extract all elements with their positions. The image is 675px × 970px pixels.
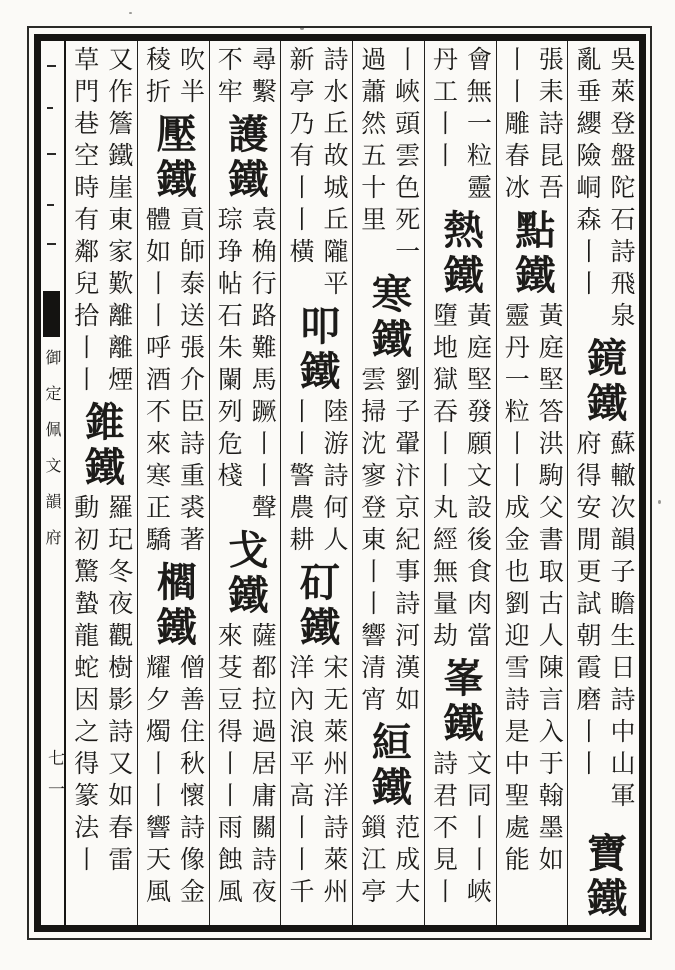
annotation-line-left: 丨丨警農耕 bbox=[286, 398, 315, 558]
annotation-line-left: 琮琤帖石朱闌列危棧 bbox=[214, 206, 244, 494]
annotation bbox=[66, 46, 137, 398]
annotation-line-right: 詩水丘故城丘隴平 bbox=[320, 46, 349, 302]
annotation bbox=[210, 46, 281, 110]
text-block bbox=[64, 41, 639, 925]
annotation bbox=[210, 206, 281, 526]
annotation-line-left: 草門巷空時有鄰兒拾丨丨 bbox=[70, 46, 100, 398]
annotation bbox=[497, 46, 568, 206]
annotation-line-right: 黃庭堅發願文設後食肉當 bbox=[463, 302, 493, 654]
annotation-line-right: 薩都拉過居庸關詩夜 bbox=[248, 622, 278, 910]
annotation-line-left: 亂垂纓險峒森丨丨 bbox=[573, 46, 602, 302]
annotation bbox=[281, 46, 352, 302]
entry-headword: 錐鐵 bbox=[78, 401, 126, 491]
paper-speck bbox=[129, 12, 132, 14]
annotation-line-right: 羅玘冬夜觀樹影詩又如春雷 bbox=[104, 494, 134, 878]
text-column bbox=[567, 41, 639, 925]
entry-headword: 熱鐵 bbox=[437, 209, 485, 299]
annotation bbox=[353, 46, 424, 270]
annotation-line-left: 洋內浪平高丨丨千 bbox=[286, 654, 315, 910]
paper-speck bbox=[658, 500, 661, 504]
annotation bbox=[138, 46, 209, 110]
annotation-line-left: 詩君不見丨 bbox=[429, 750, 459, 910]
annotation-line-left: 墮地獄吞丨丨丸經無量劫 bbox=[429, 302, 459, 654]
annotation-line-right: 貢師泰送張介臣詩重裘著 bbox=[176, 206, 206, 558]
page-frame bbox=[34, 34, 646, 932]
annotation-line-right: 吹半 bbox=[176, 46, 206, 110]
annotation bbox=[281, 654, 352, 910]
annotation-line-right: 吳萊登盤陀石詩飛泉 bbox=[607, 46, 636, 334]
annotation-line-right: 黃庭堅答洪駒父書取古人陳言入于翰墨如 bbox=[535, 302, 565, 878]
annotation-line-right: 范成大 bbox=[391, 814, 421, 910]
annotation bbox=[425, 46, 496, 206]
margin-tick bbox=[47, 243, 56, 245]
entry-headword: 叩鐵 bbox=[293, 305, 341, 395]
margin-book-title: 御定佩文韻府 bbox=[43, 349, 62, 565]
annotation bbox=[425, 750, 496, 910]
text-column bbox=[424, 41, 496, 925]
entry-headword: 戈鐵 bbox=[221, 529, 269, 619]
annotation bbox=[568, 46, 639, 334]
left-margin-strip bbox=[41, 41, 64, 925]
margin-tick bbox=[47, 153, 56, 155]
entry-headword: 矴鐵 bbox=[293, 561, 341, 651]
annotation bbox=[138, 206, 209, 558]
entry-headword: 寶鐵 bbox=[580, 832, 628, 922]
annotation-line-right: 僧善住秋懷詩像金 bbox=[176, 654, 206, 910]
annotation bbox=[210, 622, 281, 910]
annotation-line-left: 過蕭然五十里 bbox=[357, 46, 387, 238]
text-column bbox=[352, 41, 424, 925]
annotation bbox=[66, 494, 137, 878]
text-column bbox=[137, 41, 209, 925]
margin-tick bbox=[47, 107, 53, 109]
text-column bbox=[66, 41, 137, 925]
annotation-line-left: 稜折 bbox=[142, 46, 172, 110]
annotation-line-left: 鎻江亭 bbox=[357, 814, 387, 910]
annotation-line-right: 丨峽頭雲色死一 bbox=[391, 46, 421, 270]
annotation-line-left: 不牢 bbox=[214, 46, 244, 110]
annotation-line-left: 動初驚蟄龍蛇因之得篆法丨 bbox=[70, 494, 100, 878]
entry-headword: 櫩鐵 bbox=[150, 561, 198, 651]
entry-headword: 絙鐵 bbox=[365, 721, 413, 811]
fold-tab-mark bbox=[43, 291, 60, 337]
margin-tick bbox=[47, 204, 54, 206]
entry-headword: 寒鐵 bbox=[365, 273, 413, 363]
annotation-line-right: 文同丨丨峽 bbox=[463, 750, 493, 910]
entry-headword: 點鐵 bbox=[508, 209, 556, 299]
annotation bbox=[281, 398, 352, 558]
margin-tick bbox=[47, 65, 56, 67]
annotation-line-left: 靈丹一粒丨丨成金也劉迎雪詩是中聖處能 bbox=[501, 302, 531, 878]
annotation-line-left: 來芟豆得丨丨雨蝕風 bbox=[214, 622, 244, 910]
annotation-line-right: 又作簷鐵崖東家歎離離煙 bbox=[104, 46, 134, 398]
annotation bbox=[497, 302, 568, 878]
annotation bbox=[138, 654, 209, 910]
annotation-line-left: 新亭乃有丨丨橫 bbox=[286, 46, 315, 270]
entry-headword: 鏡鐵 bbox=[580, 337, 628, 427]
entry-headword: 壓鐵 bbox=[150, 113, 198, 203]
annotation-line-left: 丨丨雕春冰 bbox=[501, 46, 531, 206]
annotation-line-right: 袁桷行路難馬蹶丨丨聲 bbox=[248, 206, 278, 526]
annotation-line-right: 張耒詩昆吾 bbox=[535, 46, 565, 206]
annotation-line-right: 會無一粒靈 bbox=[463, 46, 493, 206]
text-column bbox=[496, 41, 568, 925]
annotation-line-left: 雲掃沈寥登東丨丨響清宵 bbox=[357, 366, 387, 718]
annotation-line-left: 丹工丨丨 bbox=[429, 46, 459, 174]
annotation bbox=[353, 366, 424, 718]
annotation-line-right: 蘇轍次韻子瞻生日詩中山軍 bbox=[607, 430, 636, 814]
annotation-line-left: 體如丨丨呼酒不來寒正驕 bbox=[142, 206, 172, 558]
entry-headword: 護鐵 bbox=[221, 113, 269, 203]
page-number: 七一 bbox=[44, 749, 64, 811]
annotation bbox=[425, 302, 496, 654]
text-column bbox=[280, 41, 352, 925]
annotation-line-right: 尋繫 bbox=[248, 46, 278, 110]
text-column bbox=[209, 41, 281, 925]
annotation-line-right: 劉子翬汴京紀事詩河漢如 bbox=[391, 366, 421, 718]
annotation bbox=[568, 430, 639, 814]
annotation-line-left: 耀夕燭丨丨響天風 bbox=[142, 654, 172, 910]
annotation-line-left: 府得安閒更試朝霞磨丨丨 bbox=[573, 430, 602, 782]
annotation-line-right: 陸游詩何人 bbox=[320, 398, 349, 558]
entry-headword: 峯鐵 bbox=[437, 657, 485, 747]
annotation bbox=[353, 814, 424, 910]
annotation-line-right: 宋无萊州洋詩萊州 bbox=[320, 654, 349, 910]
